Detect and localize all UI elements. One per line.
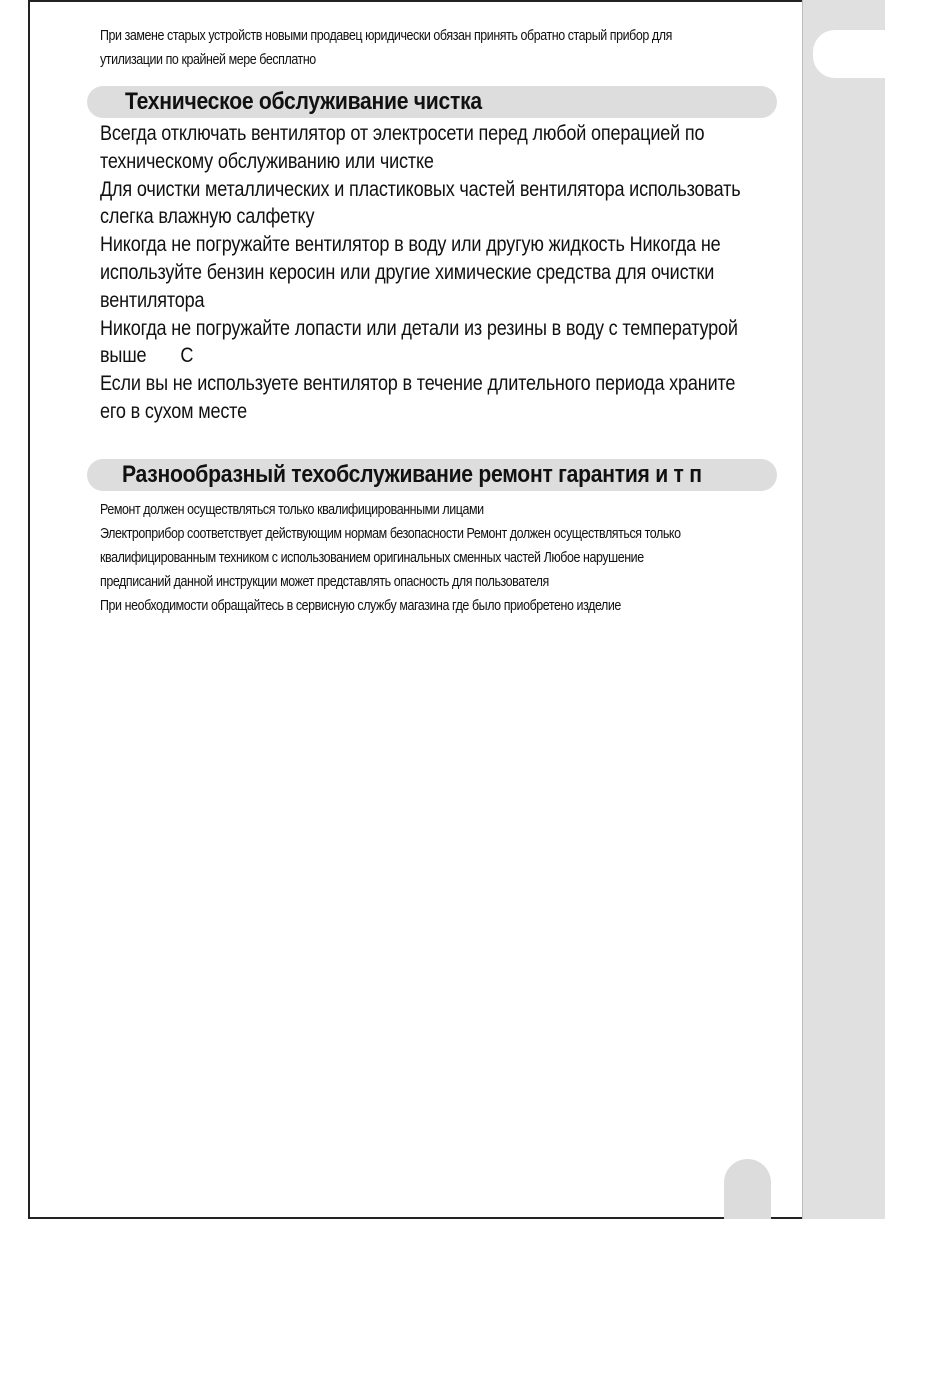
- text-line: используйте бензин керосин или другие химические средства для очистки: [100, 260, 715, 284]
- text-line: его в сухом месте: [100, 399, 247, 423]
- text-line: Электроприбор соответствует действующим нормам безопасности Ремонт должен осуществляться только: [100, 526, 681, 542]
- text-line: вентилятора: [100, 288, 205, 312]
- intro-line: При замене старых устройств новыми продавец юридически обязан принять обратно старый прибор для: [100, 28, 672, 44]
- text-line: Никогда не погружайте лопасти или детали из резины в воду с температурой: [100, 316, 738, 340]
- text-line: При необходимости обращайтесь в сервисную службу магазина где было приобретено изделие: [100, 598, 621, 614]
- text-line: Для очистки металлических и пластиковых частей вентилятора использовать: [100, 177, 741, 201]
- intro-line: утилизации по крайней мере бесплатно: [100, 52, 316, 68]
- text-line: Если вы не используете вентилятор в течение длительного периода храните: [100, 372, 736, 396]
- text-line: Ремонт должен осуществляться только квалифицированными лицами: [100, 502, 484, 518]
- page-number-tab: [724, 1159, 771, 1219]
- repair-text: [100, 498, 788, 618]
- text-line: выше С: [100, 344, 194, 368]
- text-line: техническому обслуживанию или чистке: [100, 149, 434, 173]
- text-line: слегка влажную салфетку: [100, 205, 315, 229]
- text-line: Всегда отключать вентилятор от электросети перед любой операцией по: [100, 122, 705, 145]
- text-line: квалифицированным техником с использованием оригинальных сменных частей Любое нарушение: [100, 550, 644, 566]
- section-title-repair-warranty: Разнообразный техобслуживание ремонт гарантия и т п: [122, 461, 702, 488]
- intro-paragraph: [100, 24, 788, 72]
- side-tab: [813, 30, 885, 78]
- section-title-maintenance: Техническое обслуживание чистка: [125, 88, 482, 115]
- side-strip: [802, 0, 885, 1219]
- text-line: Никогда не погружайте вентилятор в воду или другую жидкость Никогда не: [100, 233, 721, 257]
- maintenance-text: [100, 120, 788, 426]
- text-line: предписаний данной инструкции может представлять опасность для пользователя: [100, 574, 549, 590]
